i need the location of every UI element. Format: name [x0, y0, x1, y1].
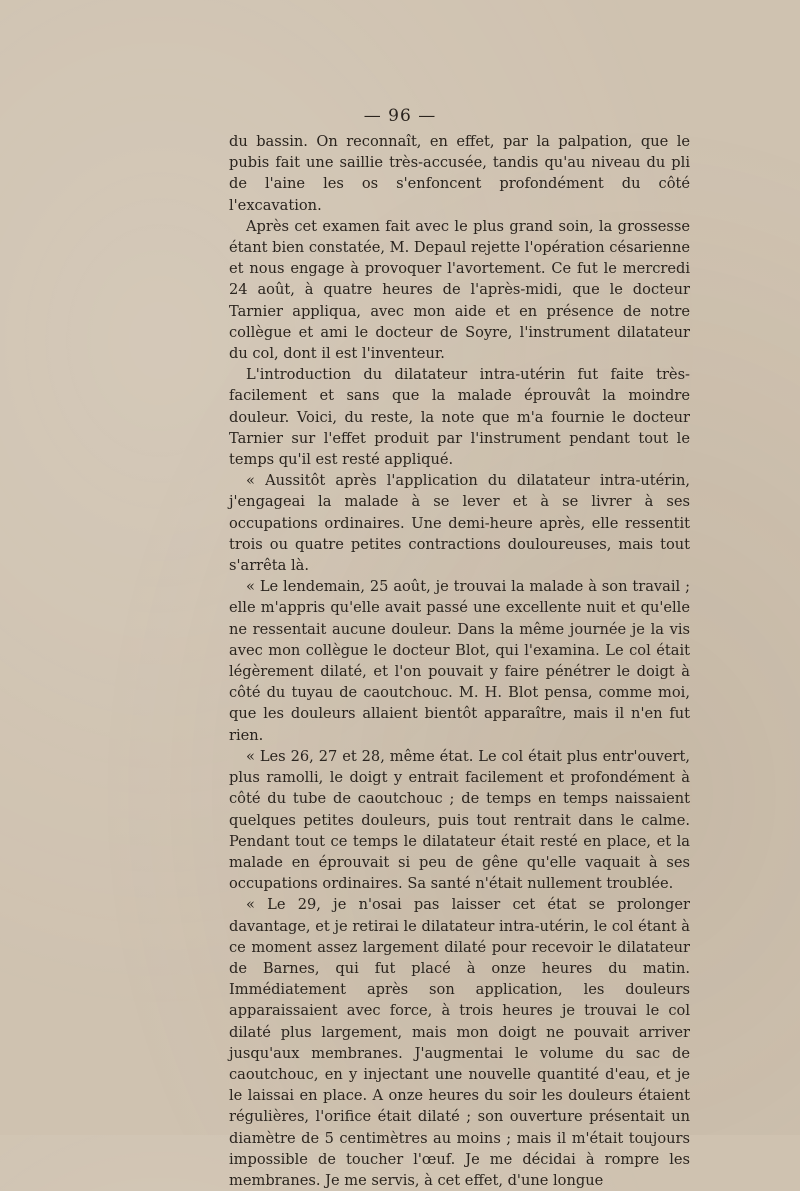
paragraph: « Le 29, je n'osai pas laisser cet état se prolonger davantage, et je retirai le dilatateur intra-utérin, le col étant à ce moment assez largement dilaté pour recevoir le dilatateur de Barnes, qui fut placé à onze heures du matin. Immédiatement après son application, les douleurs apparaissaient avec force, à trois heures je trouvai le col dilaté plus largement, mais mon doigt ne pouvait arriver jusqu'aux membranes. J'augmentai le volume du sac de caoutchouc, en y injectant une nouvelle quantité d'eau, et je le laissai en place. A onze heures du soir les douleurs étaient régulières, l'orifice était dilaté ; son ouverture présentait un diamètre de 5 centimètres au moins ; mais il m'était toujours impossible de toucher l'œuf. Je me décidai à rompre les membranes. Je me servis, à cet effet, d'une longue: [229, 896, 690, 1189]
paragraph: « Les 26, 27 et 28, même état. Le col était plus entr'ouvert, plus ramolli, le doigt y entrait facilement et profondément à côté du tube de caoutchouc ; de temps en temps naissaient quelques petites douleurs, puis tout rentrait dans le calme. Pendant tout ce temps le dilatateur était resté en place, et la malade en éprouvait si peu de gêne qu'elle vaquait à ses occupations ordinaires. Sa santé n'était nullement troublée.: [229, 747, 690, 893]
paragraph: L'introduction du dilatateur intra-utérin fut faite très-facilement et sans que la malade éprouvât la moindre douleur. Voici, du reste, la note que m'a fournie le docteur Tarnier sur l'effet produit par l'instrument pendant tout le temps qu'il est resté appliqué.: [229, 366, 690, 469]
paragraph: « Le lendemain, 25 août, je trouvai la malade à son travail ; elle m'appris qu'elle avait passé une excellente nuit et qu'elle ne ressentait aucune douleur. Dans la même journée je la vis avec mon collègue le docteur Blot, qui l'examina. Le col était légèrement dilaté, et l'on pouvait y faire pénétrer le doigt à côté du tuyau de caoutchouc. M. H. Blot pensa, comme moi, que les douleurs allaient bientôt apparaître, mais il n'en fut rien.: [229, 578, 690, 744]
paragraph: du bassin. On reconnaît, en effet, par la palpation, que le pubis fait une saillie très-accusée, tandis qu'au niveau du pli de l'aine les os s'enfoncent profondément du côté l'excavation.: [229, 133, 690, 214]
body-text: [229, 131, 690, 1191]
paragraph: « Aussitôt après l'application du dilatateur intra-utérin, j'engageai la malade à se lever et à se livrer à ses occupations ordinaires. Une demi-heure après, elle ressentit trois ou quatre petites contractions douloureuses, mais tout s'arrêta là.: [229, 472, 690, 575]
paragraph: Après cet examen fait avec le plus grand soin, la grossesse étant bien constatée, M. Depaul rejette l'opération césarienne et nous engage à provoquer l'avortement. Ce fut le mercredi 24 août, à quatre heures de l'après-midi, que le docteur Tarnier appliqua, avec mon aide et en présence de notre collègue et ami le docteur de Soyre, l'instrument dilatateur du col, dont il est l'inventeur.: [229, 217, 690, 363]
page-number: — 96 —: [363, 106, 437, 126]
